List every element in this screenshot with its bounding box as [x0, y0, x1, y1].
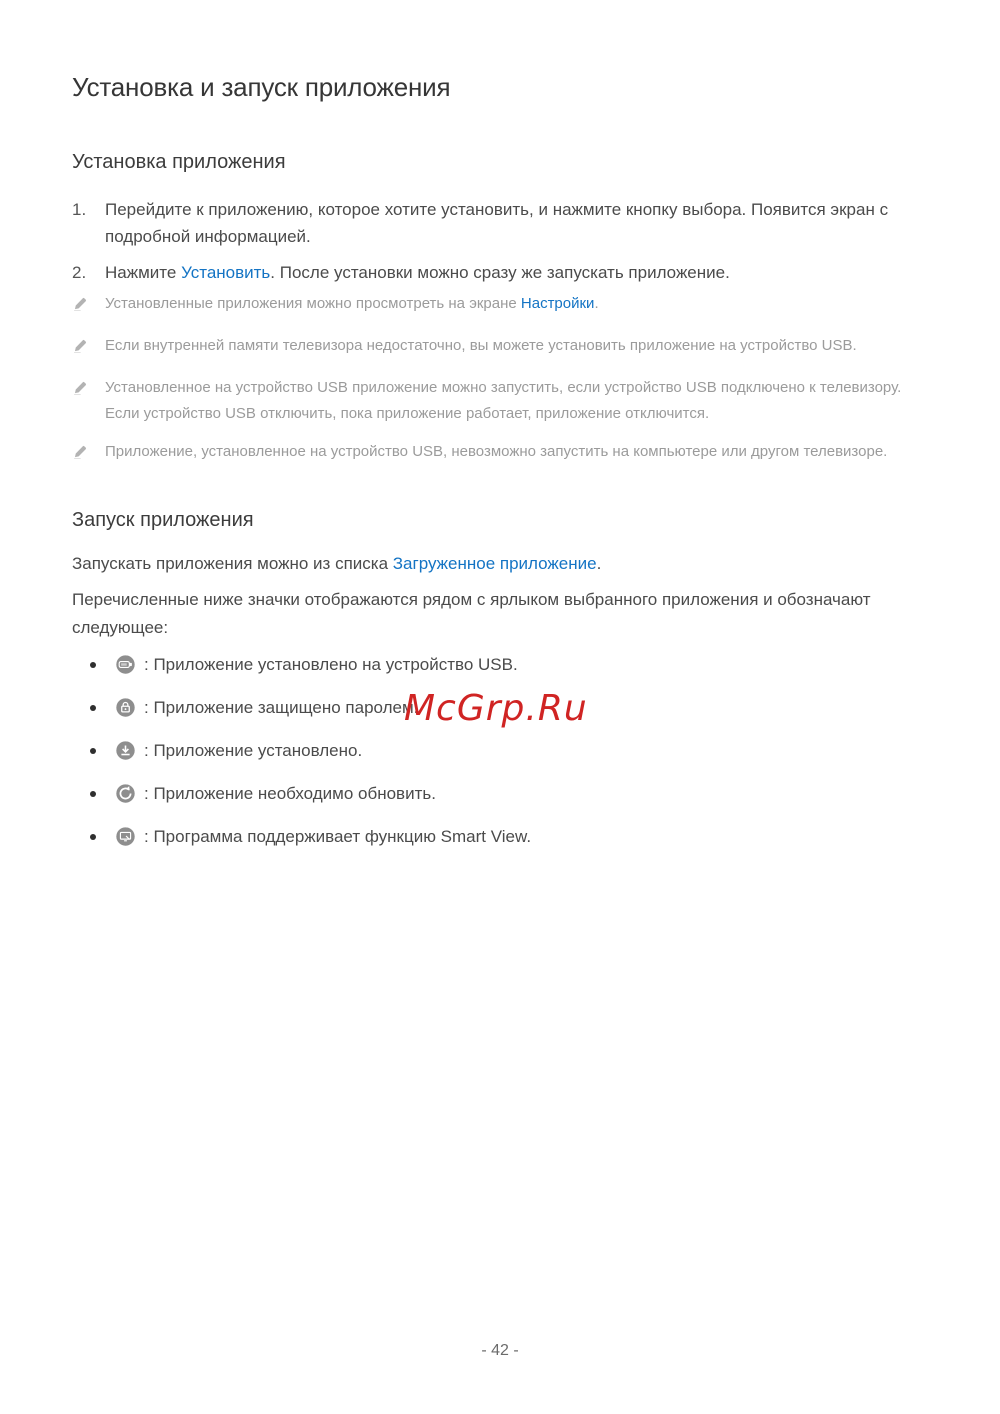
pencil-icon	[72, 333, 90, 363]
list-item	[72, 823, 928, 850]
smart-view-icon	[115, 826, 136, 847]
bullet-icon	[90, 662, 96, 668]
watermark: McGrp.Ru	[404, 688, 588, 729]
bullet-icon	[90, 705, 96, 711]
update-icon	[115, 783, 136, 804]
list-item	[72, 196, 928, 250]
step-text	[105, 259, 928, 286]
list-item	[72, 737, 928, 764]
legend-text: : Программа поддерживает функцию Smart View.	[144, 827, 532, 846]
downloaded-app-link[interactable]: Загруженное приложение	[392, 554, 597, 573]
page-title: Установка и запуск приложения	[72, 72, 451, 102]
note-text: Установленное на устройство USB приложение можно запустить, если устройство USB подключено к телевизору. Если устройство USB отключить, пока приложение работает, приложение отключится.	[105, 379, 902, 422]
note-item	[72, 375, 928, 427]
paragraph-segment: Запускать приложения можно из списка	[72, 554, 393, 573]
list-item	[72, 651, 928, 678]
settings-link[interactable]: Настройки	[520, 295, 595, 312]
installed-icon	[115, 740, 136, 761]
note-text-segment: .	[594, 295, 599, 312]
note-item	[72, 439, 928, 469]
legend-text: : Приложение установлено.	[144, 741, 363, 760]
notes-list	[72, 291, 928, 469]
page-number: - 42 -	[481, 1342, 519, 1359]
list-item	[72, 259, 928, 286]
note-item	[72, 333, 928, 363]
note-item	[72, 291, 928, 321]
note-text: Если внутренней памяти телевизора недостаточно, вы можете установить приложение на устройство USB.	[105, 337, 857, 354]
section-heading-launch: Запуск приложения	[72, 509, 254, 531]
launch-intro-paragraph	[72, 550, 928, 577]
note-text: Приложение, установленное на устройство USB, невозможно запустить на компьютере или другом телевизоре.	[105, 443, 888, 460]
step-text-segment: . После установки можно сразу же запускать приложение.	[270, 263, 730, 282]
note-text	[105, 291, 928, 317]
legend-text: : Приложение необходимо обновить.	[144, 784, 436, 803]
pencil-icon	[72, 439, 90, 469]
bullet-icon	[90, 748, 96, 754]
pencil-icon	[72, 375, 90, 405]
step-number: 1.	[72, 200, 87, 219]
bullet-icon	[90, 791, 96, 797]
pencil-icon	[72, 291, 90, 321]
usb-storage-icon	[115, 654, 136, 675]
icons-intro-paragraph: Перечисленные ниже значки отображаются рядом с ярлыком выбранного приложения и обозначают следующее:	[72, 590, 871, 637]
step-text-segment: Нажмите	[105, 263, 182, 282]
note-text-segment: Установленные приложения можно просмотреть на экране	[105, 295, 521, 312]
step-text: Перейдите к приложению, которое хотите установить, и нажмите кнопку выбора. Появится экран с подробной информацией.	[105, 200, 889, 246]
list-item	[72, 694, 928, 721]
legend-text: : Приложение защищено паролем.	[144, 698, 419, 717]
lock-icon	[115, 697, 136, 718]
step-number: 2.	[72, 263, 87, 282]
section-heading-install: Установка приложения	[72, 151, 286, 173]
icon-legend-list	[72, 651, 928, 850]
install-link[interactable]: Установить	[181, 263, 271, 282]
list-item	[72, 780, 928, 807]
legend-text: : Приложение установлено на устройство USB.	[144, 655, 518, 674]
paragraph-segment: .	[596, 554, 602, 573]
install-steps-list	[72, 196, 928, 286]
bullet-icon	[90, 834, 96, 840]
